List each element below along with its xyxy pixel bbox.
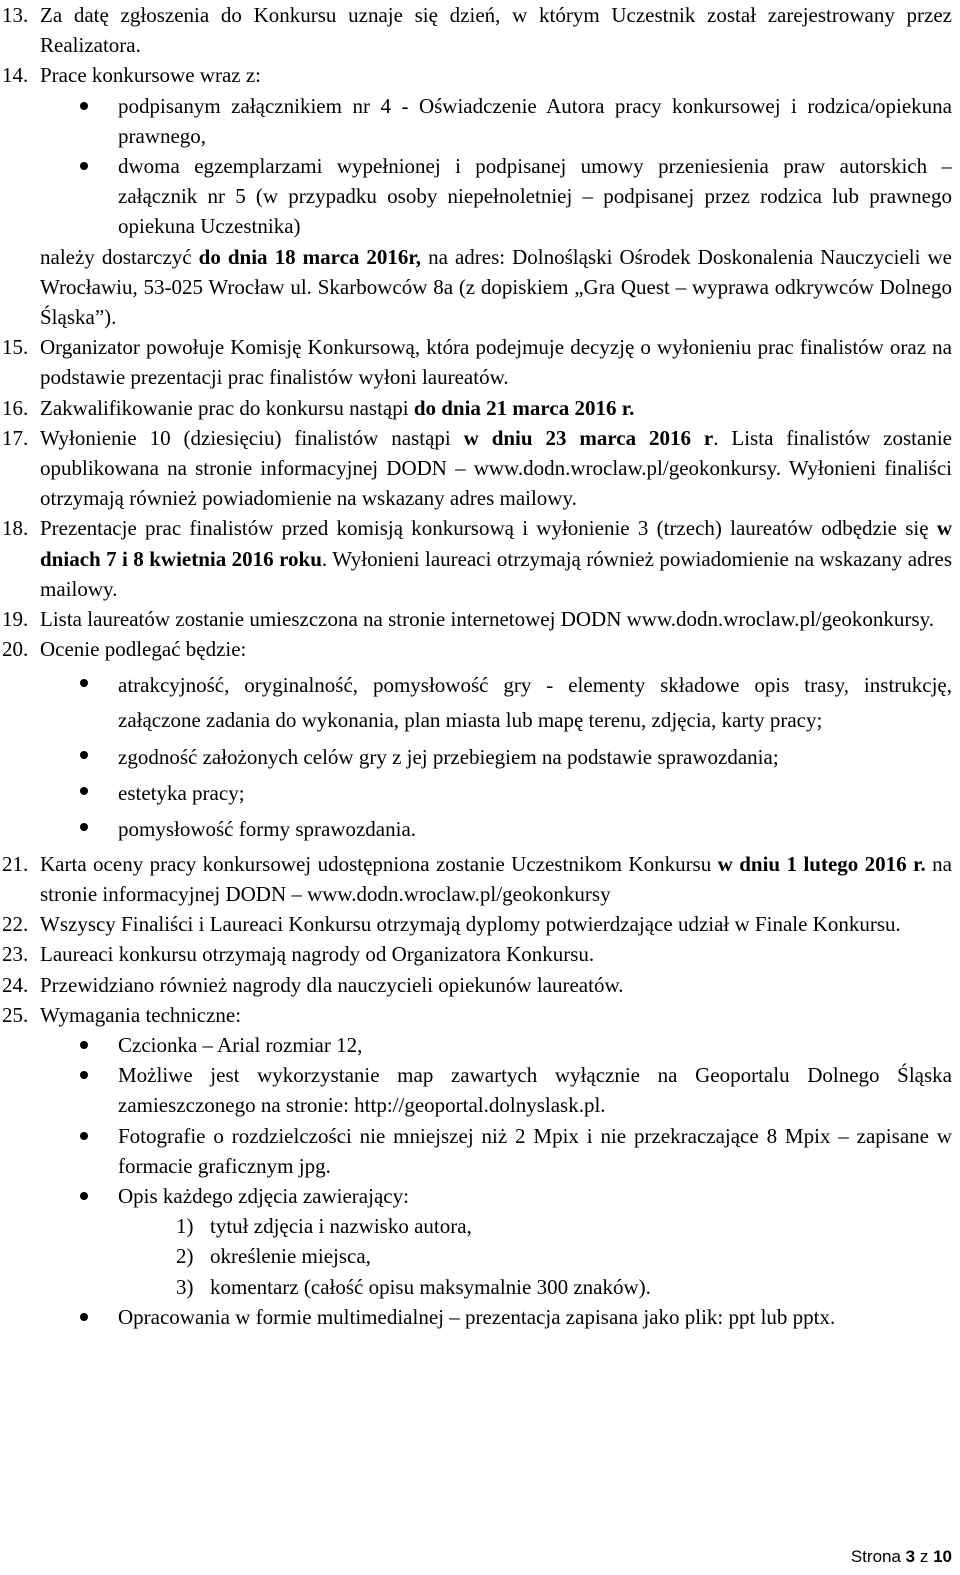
- item-19: [2, 604, 952, 634]
- bullet-list: [40, 668, 952, 847]
- bullet-item: Fotografie o rozdzielczości nie mniejszej niż 2 Mpix i nie przekraczające 8 Mpix – zapisane w formacie graficznym jpg.: [118, 1121, 952, 1181]
- item-text: Lista laureatów zostanie umieszczona na stronie internetowej DODN www.dodn.wroclaw.pl/geokonkursy.: [40, 607, 934, 632]
- deadline-date: w dniu 1 lutego 2016 r.: [717, 851, 926, 876]
- sublist-number: 3): [176, 1274, 194, 1299]
- item-number: 24.: [2, 972, 29, 997]
- item-20: [2, 634, 952, 847]
- page-number: 3: [905, 1547, 916, 1566]
- sublist-text: określenie miejsca,: [210, 1244, 371, 1269]
- bullet-text: Opis każdego zdjęcia zawierający:: [118, 1184, 409, 1209]
- sublist-number: 1): [176, 1214, 194, 1239]
- bullet-item: estetyka pracy;: [118, 776, 952, 811]
- text-part: . Wyłonieni laureaci otrzymają również powiadomienie na wskazany adres mailowy.: [40, 546, 953, 601]
- page-total: 10: [933, 1547, 952, 1566]
- footer-label: Strona: [850, 1547, 906, 1566]
- item-number: 20.: [2, 637, 29, 662]
- sublist-item: [118, 1241, 952, 1271]
- item-number: 25.: [2, 1002, 29, 1027]
- sublist-item: [118, 1211, 952, 1241]
- item-24: [2, 970, 952, 1000]
- item-number: 19.: [2, 607, 29, 632]
- deadline-date: w dniu 23 marca 2016 r: [463, 425, 714, 450]
- bullet-item: atrakcyjność, oryginalność, pomysłowość gry - elementy składowe opis trasy, instrukcję, załączone zadania do wykonania, plan miasta lub mapę terenu, zdjęcia, karty pracy;: [118, 668, 952, 738]
- deadline-date: do dnia 18 marca 2016r,: [198, 244, 422, 269]
- text-part: Prezentacje prac finalistów przed komisją konkursową i wyłonienie 3 (trzech) laureatów odbędzie się: [40, 516, 937, 541]
- item-intro: Prace konkursowe wraz z:: [40, 63, 261, 88]
- item-23: [2, 939, 952, 969]
- bullet-item: Opracowania w formie multimedialnej – prezentacja zapisana jako plik: ppt lub pptx.: [118, 1302, 952, 1332]
- item-intro: Ocenie podlegać będzie:: [40, 637, 247, 662]
- footer-sep: z: [915, 1547, 934, 1566]
- item-number: 14.: [2, 63, 29, 88]
- text-part: Wyłonienie 10 (dziesięciu) finalistów nastąpi: [40, 425, 464, 450]
- item-number: 13.: [2, 3, 29, 27]
- item-text: Przewidziano również nagrody dla nauczycieli opiekunów laureatów.: [40, 972, 624, 997]
- item-text: Wszyscy Finaliści i Laureaci Konkursu otrzymają dyplomy potwierdzające udział w Finale Konkursu.: [40, 912, 901, 937]
- bullet-item: [118, 1181, 952, 1302]
- text-part: należy dostarczyć: [40, 244, 199, 269]
- bullet-item: podpisanym załącznikiem nr 4 - Oświadczenie Autora pracy konkursowej i rodzica/opiekuna prawnego,: [118, 91, 952, 151]
- item-22: [2, 909, 952, 939]
- item-number: 21.: [2, 851, 29, 876]
- item-text: Organizator powołuje Komisję Konkursową, która podejmuje decyzję o wyłonieniu prac finalistów oraz na podstawie prezentacji prac finalistów wyłoni laureatów.: [40, 335, 952, 390]
- page-footer: [851, 1546, 952, 1568]
- bullet-item: Możliwe jest wykorzystanie map zawartych wyłącznie na Geoportalu Dolnego Śląska zamieszczonego na stronie: http://geoportal.dolnyslask.pl.: [118, 1060, 952, 1120]
- item-intro: Wymagania techniczne:: [40, 1002, 242, 1027]
- bullet-list: [40, 91, 952, 242]
- bullet-item: zgodność założonych celów gry z jej przebiegiem na podstawie sprawozdania;: [118, 740, 952, 775]
- bullet-list: [40, 1030, 952, 1332]
- item-text: Laureaci konkursu otrzymają nagrody od Organizatora Konkursu.: [40, 942, 595, 967]
- text-part: Karta oceny pracy konkursowej udostępniona zostanie Uczestnikom Konkursu: [40, 851, 718, 876]
- item-25: [2, 1000, 952, 1332]
- sublist-text: tytuł zdjęcia i nazwisko autora,: [210, 1214, 472, 1239]
- deadline-date: w dniach 7 i 8 kwietnia 2016 roku: [40, 516, 952, 571]
- numbered-sublist: [118, 1211, 952, 1302]
- item-16: [2, 393, 952, 423]
- sublist-item: [118, 1272, 952, 1302]
- item-13: [2, 0, 952, 60]
- text-part: na adres: Dolnośląski Ośrodek Doskonalenia Nauczycieli we Wrocławiu, 53-025 Wrocław ul. Skarbowców 8a (z dopiskiem „Gra Quest – wyprawa odkrywców Dolnego Śląska”).: [40, 244, 952, 330]
- item-text: [40, 242, 952, 333]
- item-number: 15.: [2, 335, 29, 360]
- bullet-item: pomysłowość formy sprawozdania.: [118, 812, 952, 847]
- item-14: [2, 60, 952, 332]
- item-number: 22.: [2, 912, 29, 937]
- item-number: 17.: [2, 425, 29, 450]
- item-text: Zakwalifikowanie prac do konkursu nastąpi: [40, 395, 414, 420]
- bullet-item: Czcionka – Arial rozmiar 12,: [118, 1030, 952, 1060]
- item-number: 18.: [2, 516, 29, 541]
- text-part: . Lista finalistów zostanie opublikowana na stronie informacyjnej DODN – www.dodn.wroclaw.pl/geokonkursy. Wyłonieni finaliści otrzymają również powiadomienie na wskazany adres mailowy.: [40, 425, 952, 511]
- item-text: Za datę zgłoszenia do Konkursu uznaje się dzień, w którym Uczestnik został zarejestrowany przez Realizatora.: [40, 3, 952, 58]
- item-15: [2, 332, 952, 392]
- item-21: [2, 849, 952, 909]
- deadline-date: do dnia 21 marca 2016 r.: [413, 395, 635, 420]
- sublist-text: komentarz (całość opisu maksymalnie 300 znaków).: [210, 1274, 651, 1299]
- item-number: 23.: [2, 942, 29, 967]
- item-number: 16.: [2, 395, 29, 420]
- text-part: na stronie informacyjnej DODN – www.dodn.wroclaw.pl/geokonkursy: [40, 851, 952, 907]
- item-18: [2, 513, 953, 604]
- item-17: [2, 423, 952, 514]
- bullet-item: dwoma egzemplarzami wypełnionej i podpisanej umowy przeniesienia praw autorskich – załącznik nr 5 (w przypadku osoby niepełnoletniej – podpisanej przez rodzica lub prawnego opiekuna Uczestnika): [118, 151, 952, 242]
- sublist-number: 2): [176, 1244, 194, 1269]
